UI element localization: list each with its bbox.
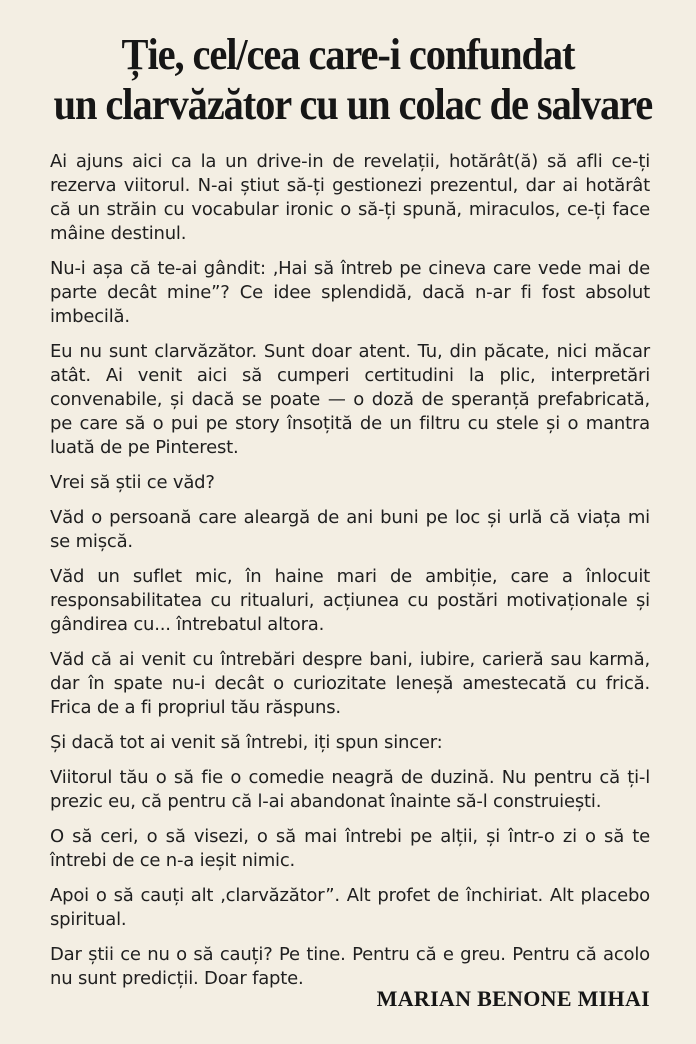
paragraph-5: Văd o persoană care aleargă de ani buni pe loc și urlă că viața mi se mișcă. xyxy=(50,507,650,552)
paragraph-8: Și dacă tot ai venit să întrebi, iți spun sincer: xyxy=(50,732,443,753)
paragraph-3: Eu nu sunt clarvăzător. Sunt doar atent. Tu, din păcate, nici măcar atât. Ai venit aici să cumperi certitudini la plic, interpretări convenabile, și dacă se poate — o doză de speranță prefabricată, pe care să o pui pe story însoțită de un filtru cu stele și o mantra luată de pe Pinterest. xyxy=(50,341,650,458)
paragraph-11: Apoi o să cauți alt ‚clarvăzător”. Alt profet de închiriat. Alt placebo spiritual. xyxy=(50,885,650,930)
paragraph-9: Viitorul tău o să fie o comedie neagră de duzină. Nu pentru că ți-l prezic eu, că pentru că l-ai abandonat înainte să-l construiești. xyxy=(50,767,650,812)
paragraph-4: Vrei să știi ce văd? xyxy=(50,472,215,493)
paragraph-12: Dar știi ce nu o să cauți? Pe tine. Pentru că e greu. Pentru că acolo nu sunt predicții. Doar fapte. xyxy=(50,944,650,989)
paragraph-1: Ai ajuns aici ca la un drive-in de revelații, hotărât(ă) să afli ce-ți rezerva viitorul. N-ai știut să-ți gestionezi prezentul, dar ai hotărât că un străin cu vocabular ironic o să-ți spună, miraculos, ce-ți face mâine destinul. xyxy=(50,151,650,244)
paragraph-10: O să ceri, o să visezi, o să mai întrebi pe alții, și într-o zi o să te întrebi de ce n-a ieșit nimic. xyxy=(50,826,650,871)
title-line-2: un clarvăzător cu un colac de salvare xyxy=(53,80,653,129)
paragraph-6: Văd un suflet mic, în haine mari de ambiție, care a înlocuit responsabilitatea cu ritualuri, acțiunea cu postări motivaționale și gândirea cu... întrebatul altora. xyxy=(50,566,650,635)
page-title xyxy=(53,30,653,130)
paragraph-7: Văd că ai venit cu întrebări despre bani, iubire, carieră sau karmă, dar în spate nu-i decât o curiozitate leneșă amestecată cu frică. Frica de a fi propriul tău răspuns. xyxy=(50,649,650,718)
paragraph-2: Nu-i așa că te-ai gândit: ‚Hai să întreb pe cineva care vede mai de parte decât mine”? Ce idee splendidă, dacă n-ar fi fost absolut imbecilă. xyxy=(50,258,650,327)
title-line-1: Ție, cel/cea care-i confundat xyxy=(121,30,575,79)
author-signature: MARIAN BENONE MIHAI xyxy=(376,986,650,1011)
body-text xyxy=(50,150,650,1002)
